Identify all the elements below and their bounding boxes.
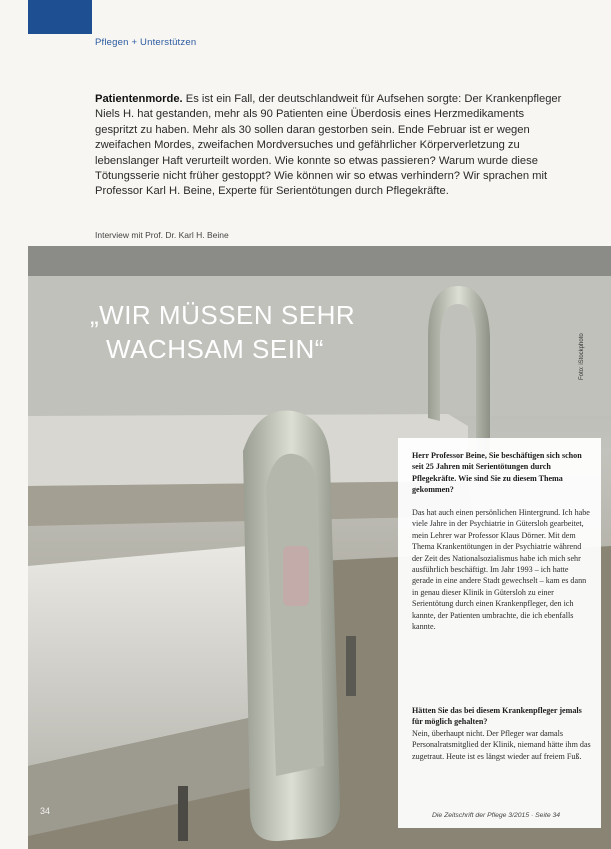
interview-question-1: Herr Professor Beine, Sie beschäftigen sich schon seit 25 Jahren mit Serientötungen durch Pflegekräfte. Wie sind Sie zu diesem Thema gekommen? [412, 451, 582, 495]
page-number: 34 [40, 806, 51, 816]
interview-answer-1: Das hat auch einen persönlichen Hintergrund. Ich habe viele Jahre in der Psychiatrie in Gütersloh gearbeitet, mein Lehrer war Professor Klaus Dörner. Mit dem Thema Krankentötungen in der Psychiatrie während der Zeit des Nationalsozialismus habe ich mich sehr ausführlich beschäftigt. Im Jahr 1993 – ich hatte gerade in eine andere Stadt gewechselt – kam es dann in genau dieser Klinik in Gütersloh zu einer Serientötung durch einen Krankenpfleger, den ich kannte, der Patienten umbrachte, die ich ebenfalls kannte. [412, 508, 590, 632]
intro-lead: Patientenmorde. [95, 93, 183, 105]
intro-text: Es ist ein Fall, der deutschlandweit für Aufsehen sorgte: Der Krankenpfleger Niels H. hat gestanden, mehr als 90 Patienten eine Überdosis eines Herzmedikaments gespritzt zu haben. Mehr als 30 sollen daran gestorben sein. Ende Februar ist er wegen zweifachen Mordes, zweifachen Mordversuches und gefährlicher Körperverletzung zu lebenslanger Haft verurteilt worden. Wie konnte so etwas passieren? Warum wurde diese Tötungsserie nicht früher gestoppt? Wie können wir so etwas verhindern? Wir sprachen mit Professor Karl H. Beine, Experte für Serientötungen durch Pflegekräfte. [95, 93, 562, 198]
headline [90, 298, 355, 366]
intro-paragraph [95, 92, 565, 200]
section-color-tab [28, 0, 92, 34]
photo-credit: Foto: iStockphoto [579, 333, 585, 380]
interview-question-2: Hätten Sie das bei diesem Krankenpfleger jemals für möglich gehalten? [412, 706, 582, 727]
headline-line-2: WACHSAM SEIN“ [106, 334, 324, 364]
page-footer: Die Zeitschrift der Pflege 3/2015 · Seite 34 [432, 812, 561, 819]
byline: Interview mit Prof. Dr. Karl H. Beine [95, 230, 229, 240]
interview-column [398, 438, 601, 828]
section-label: Pflegen + Unterstützen [95, 37, 197, 48]
headline-line-1: „WIR MÜSSEN SEHR [90, 300, 356, 330]
interview-answer-2: Nein, überhaupt nicht. Der Pfleger war damals Personalratsmitglied der Klinik, niemand hätte ihm das zugetraut. Heute ist es längst wieder auf freiem Fuß. [412, 729, 591, 761]
